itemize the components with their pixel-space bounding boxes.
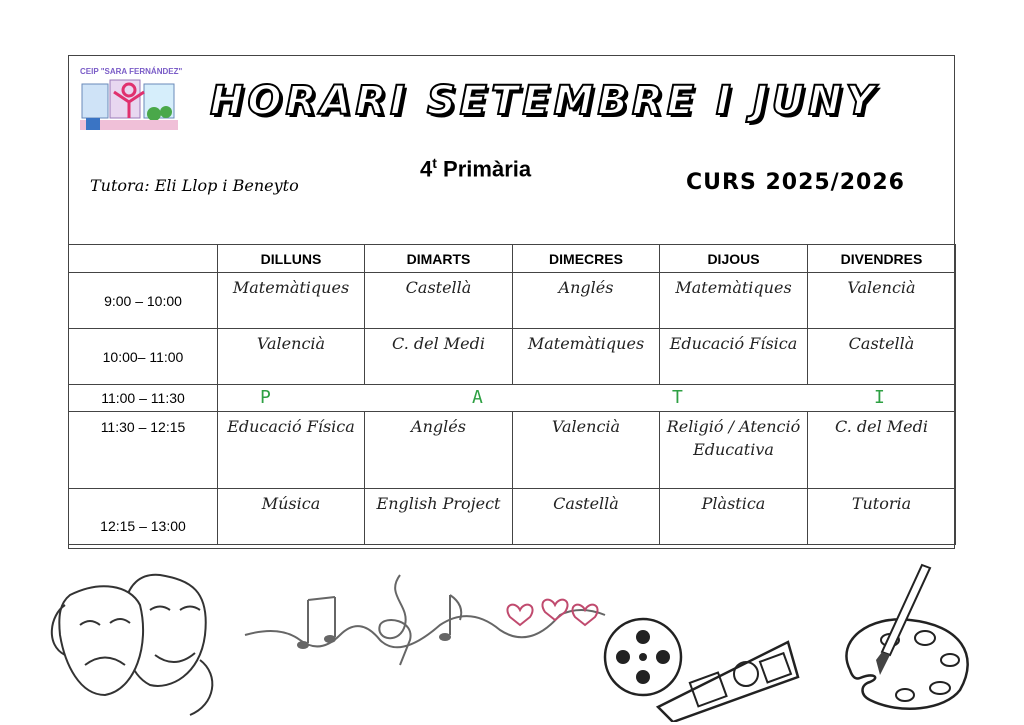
break-letter: T (672, 387, 683, 408)
table-row (69, 489, 956, 545)
tutor-name: Tutora: Eli Llop i Beneyto (90, 176, 299, 195)
grade-number: 4 (420, 156, 433, 182)
schedule-table (68, 244, 956, 545)
theater-masks-icon (50, 565, 220, 725)
subject-cell: Plàstica (660, 489, 808, 545)
grade-level (420, 155, 531, 182)
time-slot: 11:30 – 12:15 (69, 412, 218, 489)
time-slot: 12:15 – 13:00 (69, 489, 218, 545)
subject-cell: Matemàtiques (218, 273, 365, 329)
subject-cell: Educació Física (660, 329, 808, 385)
school-logo-text: CEIP "SARA FERNÁNDEZ" (80, 67, 183, 76)
break-letter: P (260, 387, 271, 408)
header-friday: DIVENDRES (808, 245, 956, 273)
subject-cell: Valencià (808, 273, 956, 329)
time-slot: 11:00 – 11:30 (69, 385, 218, 412)
table-row (69, 412, 956, 489)
break-letter: A (472, 387, 483, 408)
subject-cell: Castellà (808, 329, 956, 385)
table-row (69, 329, 956, 385)
subject-cell: English Project (365, 489, 513, 545)
subject-cell: Valencià (513, 412, 660, 489)
paint-palette-icon (830, 560, 985, 720)
subject-cell: Anglés (365, 412, 513, 489)
subject-cell: Tutoria (808, 489, 956, 545)
header-tuesday: DIMARTS (365, 245, 513, 273)
break-cell (218, 385, 956, 412)
header-monday: DILLUNS (218, 245, 365, 273)
subject-cell: Religió / Atenció Educativa (660, 412, 808, 489)
header-thursday: DIJOUS (660, 245, 808, 273)
grade-label: Primària (443, 156, 532, 182)
music-notes-icon (240, 565, 610, 675)
table-row (69, 273, 956, 329)
time-slot: 9:00 – 10:00 (69, 273, 218, 329)
subject-cell: Matemàtiques (513, 329, 660, 385)
subject-cell: Castellà (513, 489, 660, 545)
grade-suffix: t (432, 155, 437, 171)
school-logo (74, 62, 184, 140)
time-slot: 10:00– 11:00 (69, 329, 218, 385)
film-reel-icon (598, 612, 808, 722)
header-row (69, 245, 956, 273)
subject-cell: C. del Medi (808, 412, 956, 489)
school-year: CURS 2025/2026 (686, 170, 905, 195)
subject-cell: Anglés (513, 273, 660, 329)
break-row (69, 385, 956, 412)
header-wednesday: DIMECRES (513, 245, 660, 273)
subject-cell: Matemàtiques (660, 273, 808, 329)
subject-cell: Valencià (218, 329, 365, 385)
break-letter: I (874, 387, 885, 408)
subject-cell: Educació Física (218, 412, 365, 489)
header-corner (69, 245, 218, 273)
subject-cell: Castellà (365, 273, 513, 329)
subject-cell: C. del Medi (365, 329, 513, 385)
page-title: HORARI SETEMBRE I JUNY (210, 78, 879, 124)
subject-cell: Música (218, 489, 365, 545)
